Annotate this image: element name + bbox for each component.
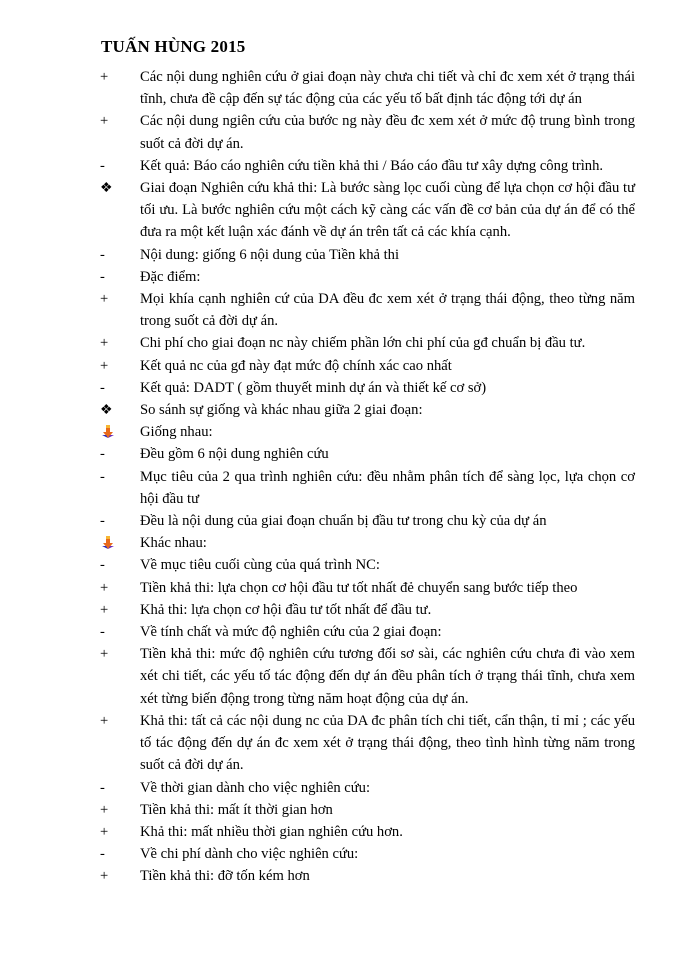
paragraph-text: Các nội dung nghiên cứu ở giai đoạn này chưa chi tiết và chỉ đc xem xét ở trạng thái tĩnh, chưa đề cập đến sự tác động của các yếu tố bất định tác động tới dự án <box>140 69 635 108</box>
dash-bullet-marker: - <box>100 779 105 796</box>
paragraph-text: Kết quả: DADT ( gồm thuyết minh dự án và thiết kế cơ sở) <box>140 379 487 396</box>
paragraph <box>100 777 635 799</box>
paragraph-text: Giai đoạn Nghiên cứu khả thi: Là bước sàng lọc cuối cùng để lựa chọn cơ hội đầu tư tối ưu. Là bước nghiên cứu một cách kỹ càng các vấn đề cơ bản của dự án để có thể đưa ra một kết luận xác đánh về dự án trên tất cả các khía cạnh. <box>140 180 635 241</box>
pointing-hand-icon <box>100 532 140 554</box>
paragraph <box>100 244 635 266</box>
paragraph <box>100 710 635 777</box>
paragraph-text: Về thời gian dành cho việc nghiên cứu: <box>140 779 371 796</box>
plus-bullet-marker: + <box>100 801 109 818</box>
pointing-hand-icon <box>100 535 116 551</box>
document-title: TUẤN HÙNG 2015 <box>101 37 246 56</box>
paragraph <box>100 266 635 288</box>
paragraph <box>100 332 635 354</box>
paragraph-text: Kết quả nc của gđ này đạt mức độ chính xác cao nhất <box>140 357 452 374</box>
paragraph-text: Về tính chất và mức độ nghiên cứu của 2 giai đoạn: <box>140 624 442 641</box>
paragraph-text: Mọi khía cạnh nghiên cứ của DA đều đc xem xét ở trạng thái động, theo từng năm trong suốt cả đời dự án. <box>140 291 635 330</box>
dash-bullet-marker: - <box>100 557 105 574</box>
plus-bullet-marker: + <box>100 69 109 85</box>
document-body <box>100 66 635 888</box>
paragraph <box>100 355 635 377</box>
paragraph-text: Đều là nội dung của giai đoạn chuẩn bị đầu tư trong chu kỳ của dự án <box>140 513 547 530</box>
paragraph-text: Khả thi: mất nhiều thời gian nghiên cứu hơn. <box>140 823 403 840</box>
paragraph <box>100 577 635 599</box>
dash-bullet-marker: - <box>100 379 105 396</box>
paragraph <box>100 66 635 110</box>
paragraph <box>100 843 635 865</box>
plus-bullet-marker: + <box>100 823 109 840</box>
paragraph-text: Khả thi: tất cả các nội dung nc của DA đc phân tích chi tiết, cẩn thận, tỉ mỉ ; các yếu tố tác động đến dự án đc xem xét ở trạng thái động, theo tình hình từng năm trong suốt cả đời dự án. <box>140 712 635 774</box>
paragraph <box>100 155 635 177</box>
paragraph-text: Chi phí cho giai đoạn nc này chiếm phần lớn chi phí của gđ chuẩn bị đầu tư. <box>140 335 586 352</box>
paragraph <box>100 399 635 421</box>
dash-bullet-marker: - <box>100 446 105 463</box>
paragraph <box>100 177 635 244</box>
paragraph-text: Nội dung: giống 6 nội dung của Tiền khả thi <box>140 246 400 263</box>
paragraph-text: Mục tiêu của 2 qua trình nghiên cứu: đều nhằm phân tích để sàng lọc, lựa chọn cơ hội đầu tư <box>140 468 635 507</box>
diamond-bullet-icon: ❖ <box>100 181 113 197</box>
paragraph-text: Về mục tiêu cuối cùng của quá trình NC: <box>140 557 380 574</box>
paragraph <box>100 821 635 843</box>
paragraph-text: Tiền khả thi: mất ít thời gian hơn <box>140 801 333 818</box>
dash-bullet-marker: - <box>100 846 105 863</box>
plus-bullet-marker: + <box>100 868 109 885</box>
plus-bullet-marker: + <box>100 579 109 596</box>
paragraph <box>100 288 635 332</box>
dash-bullet-marker: - <box>100 624 105 641</box>
paragraph-text: Kết quả: Báo cáo nghiên cứu tiền khả thi / Báo cáo đầu tư xây dựng công trình. <box>140 157 604 174</box>
paragraph <box>100 643 635 710</box>
paragraph <box>100 599 635 621</box>
paragraph <box>100 532 635 554</box>
paragraph <box>100 443 635 465</box>
paragraph-text: Các nội dung ngiên cứu của bước ng này đều đc xem xét ở mức độ trung bình trong suốt cả đời dự án. <box>140 113 635 152</box>
paragraph-text: Giống nhau: <box>140 424 213 441</box>
paragraph <box>100 865 635 887</box>
plus-bullet-marker: + <box>100 335 109 352</box>
dash-bullet-marker: - <box>100 468 105 485</box>
paragraph <box>100 510 635 532</box>
diamond-bullet-icon: ❖ <box>100 403 113 419</box>
plus-bullet-marker: + <box>100 601 109 618</box>
dash-bullet-marker: - <box>100 513 105 530</box>
plus-bullet-marker: + <box>100 113 109 130</box>
paragraph-text: Tiền khả thi: lựa chọn cơ hội đầu tư tốt nhất đẻ chuyển sang bước tiếp theo <box>140 579 578 596</box>
plus-bullet-marker: + <box>100 291 109 308</box>
pointing-hand-icon <box>100 421 140 443</box>
paragraph <box>100 110 635 154</box>
paragraph <box>100 377 635 399</box>
paragraph-text: Đều gồm 6 nội dung nghiên cứu <box>140 446 329 463</box>
paragraph <box>100 621 635 643</box>
dash-bullet-marker: - <box>100 246 105 263</box>
paragraph-text: Khác nhau: <box>140 535 207 552</box>
paragraph <box>100 466 635 510</box>
paragraph-text: Tiền khả thi: mức độ nghiên cứu tương đối sơ sài, các nghiên cứu chưa đi vào xem xét chi tiết, các yếu tố tác động đến dự án đều phân tích ở trạng thái tĩnh, chưa xem xét từng biến động trong từng năm hoạt động của dự án. <box>140 646 635 707</box>
pointing-hand-icon <box>100 424 116 440</box>
paragraph <box>100 799 635 821</box>
dash-bullet-marker: - <box>100 268 105 285</box>
paragraph-text: Về chi phí dành cho việc nghiên cứu: <box>140 846 359 863</box>
dash-bullet-marker: - <box>100 157 105 174</box>
paragraph <box>100 421 635 443</box>
paragraph-text: Đặc điểm: <box>140 268 201 285</box>
paragraph <box>100 554 635 576</box>
paragraph-text: So sánh sự giống và khác nhau giữa 2 giai đoạn: <box>140 402 423 419</box>
paragraph-text: Khả thi: lựa chọn cơ hội đầu tư tốt nhất để đầu tư. <box>140 601 432 618</box>
plus-bullet-marker: + <box>100 357 109 374</box>
plus-bullet-marker: + <box>100 712 109 729</box>
plus-bullet-marker: + <box>100 646 109 663</box>
paragraph-text: Tiền khả thi: đỡ tốn kém hơn <box>140 868 310 885</box>
